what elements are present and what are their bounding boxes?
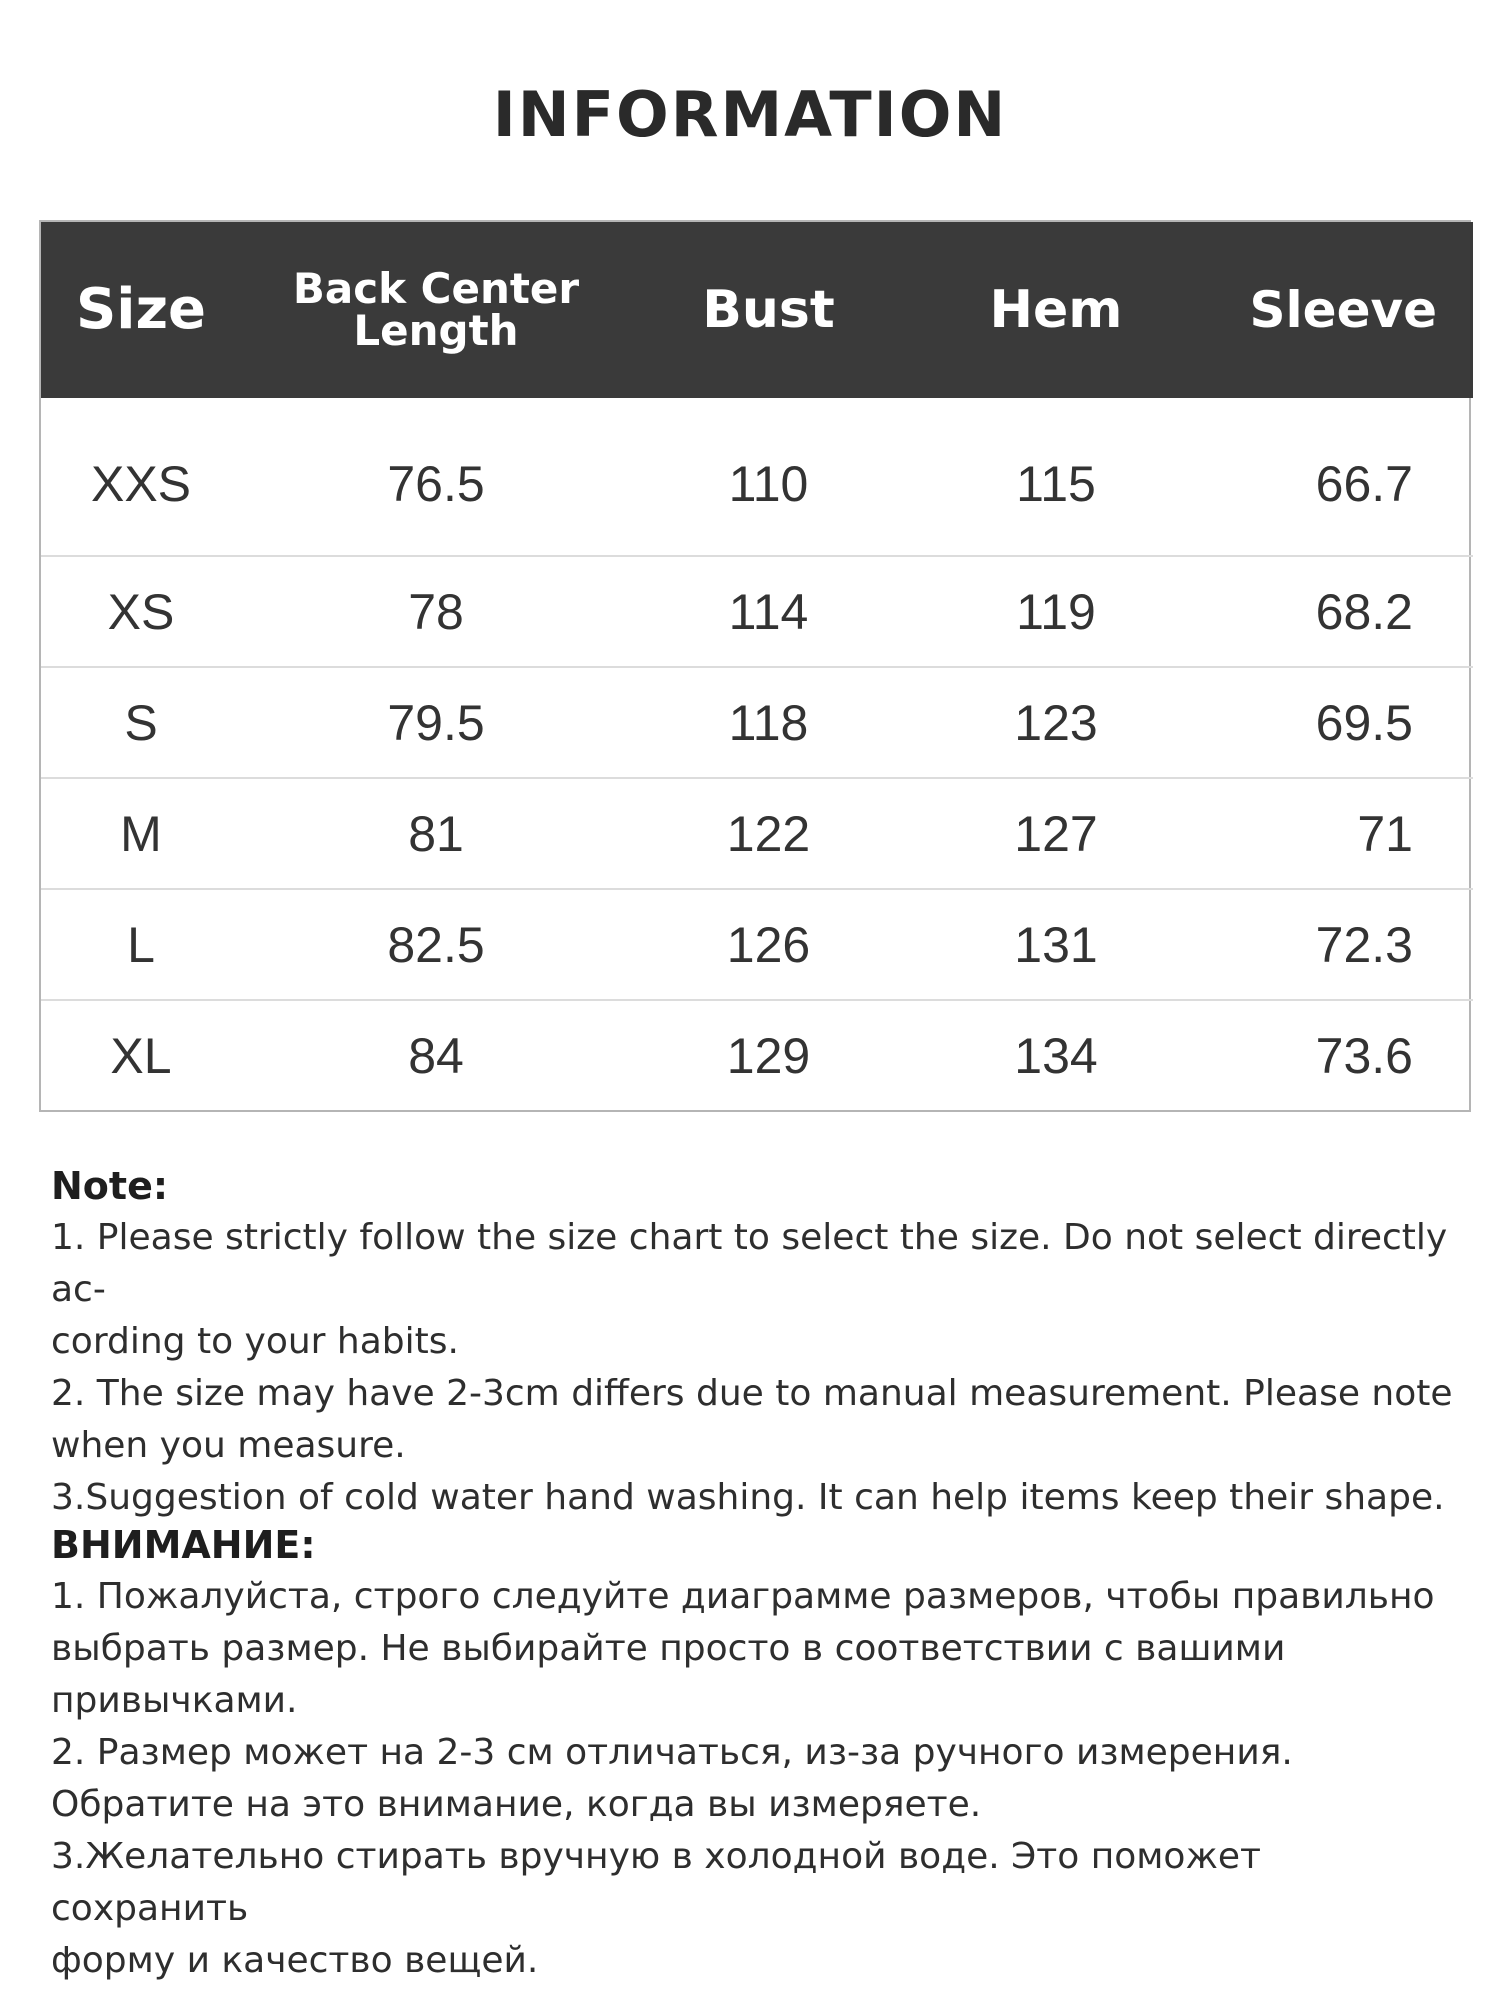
note-line: форму и качество вещей. [51, 1940, 539, 1981]
cell-size: S [41, 667, 241, 778]
cell-size: XXS [90, 455, 192, 512]
header-sleeve [1206, 222, 1473, 398]
cell-size: XL [41, 1000, 241, 1110]
header-label: Back Center [292, 264, 580, 313]
table-row [41, 1000, 1473, 1110]
cell-back-center-length: 76.5 [387, 455, 485, 512]
cell-back-center-length: 81 [241, 778, 631, 889]
cell-bust: 126 [631, 889, 906, 1000]
cell-size: XS [41, 556, 241, 667]
note-line: 1. Please strictly follow the size chart to select the size. Do not select directly ac- [51, 1217, 1448, 1310]
cell-hem: 115 [1016, 455, 1096, 512]
note-line: 3.Suggestion of cold water hand washing. It can help items keep their shape. [51, 1477, 1445, 1518]
cell-bust: 129 [631, 1000, 906, 1110]
table-row [41, 889, 1473, 1000]
cell-back-center-length: 84 [241, 1000, 631, 1110]
note-heading: Note: [51, 1164, 169, 1208]
cell-hem: 123 [906, 667, 1206, 778]
cell-size: M [41, 778, 241, 889]
table-header-row [41, 222, 1473, 398]
note-line: привычками. [51, 1680, 298, 1721]
cell-sleeve: 71 [1206, 778, 1473, 889]
cell-size: L [41, 889, 241, 1000]
cell-bust: 118 [631, 667, 906, 778]
header-label: Bust [702, 280, 835, 340]
table-row [41, 667, 1473, 778]
cell-hem: 127 [906, 778, 1206, 889]
header-bust [631, 222, 906, 398]
header-label: Length [353, 306, 519, 355]
cell-hem: 131 [906, 889, 1206, 1000]
note-heading: ВНИМАНИЕ: [51, 1523, 316, 1567]
cell-sleeve: 69.5 [1206, 667, 1473, 778]
header-label: Hem [989, 280, 1123, 340]
note-line: when you measure. [51, 1425, 406, 1466]
note-line: Обратите на это внимание, когда вы измеряете. [51, 1784, 982, 1825]
note-line: 2. Размер может на 2-3 см отличаться, из-за ручного измерения. [51, 1732, 1293, 1773]
table-row [41, 556, 1473, 667]
cell-hem: 134 [906, 1000, 1206, 1110]
note-line: 1. Пожалуйста, строго следуйте диаграмме размеров, чтобы правильно [51, 1576, 1435, 1617]
cell-hem: 119 [906, 556, 1206, 667]
note-russian [51, 1519, 1461, 1987]
header-label: Sleeve [1249, 281, 1437, 339]
header-size [41, 222, 241, 398]
note-line: 3.Желательно стирать вручную в холодной воде. Это поможет сохранить [51, 1836, 1261, 1929]
size-chart-table [39, 220, 1471, 1112]
cell-sleeve: 66.7 [1315, 455, 1413, 512]
cell-back-center-length: 79.5 [241, 667, 631, 778]
note-line: выбрать размер. Не выбирайте просто в соответствии с вашими [51, 1628, 1286, 1669]
cell-bust: 122 [631, 778, 906, 889]
header-hem [906, 222, 1206, 398]
cell-bust: 110 [728, 455, 809, 512]
header-back-center-length [241, 222, 631, 398]
cell-sleeve: 68.2 [1206, 556, 1473, 667]
cell-bust: 114 [631, 556, 906, 667]
note-line: cording to your habits. [51, 1321, 459, 1362]
header-label: Size [75, 277, 207, 342]
table-row [41, 778, 1473, 889]
note-line: 2. The size may have 2-3cm differs due to manual measurement. Please note [51, 1373, 1453, 1414]
cell-sleeve: 72.3 [1206, 889, 1473, 1000]
page-title: INFORMATION [492, 78, 1008, 151]
cell-back-center-length: 82.5 [241, 889, 631, 1000]
cell-sleeve: 73.6 [1206, 1000, 1473, 1110]
note-english [51, 1160, 1461, 1524]
cell-back-center-length: 78 [241, 556, 631, 667]
table-row [41, 398, 1473, 556]
